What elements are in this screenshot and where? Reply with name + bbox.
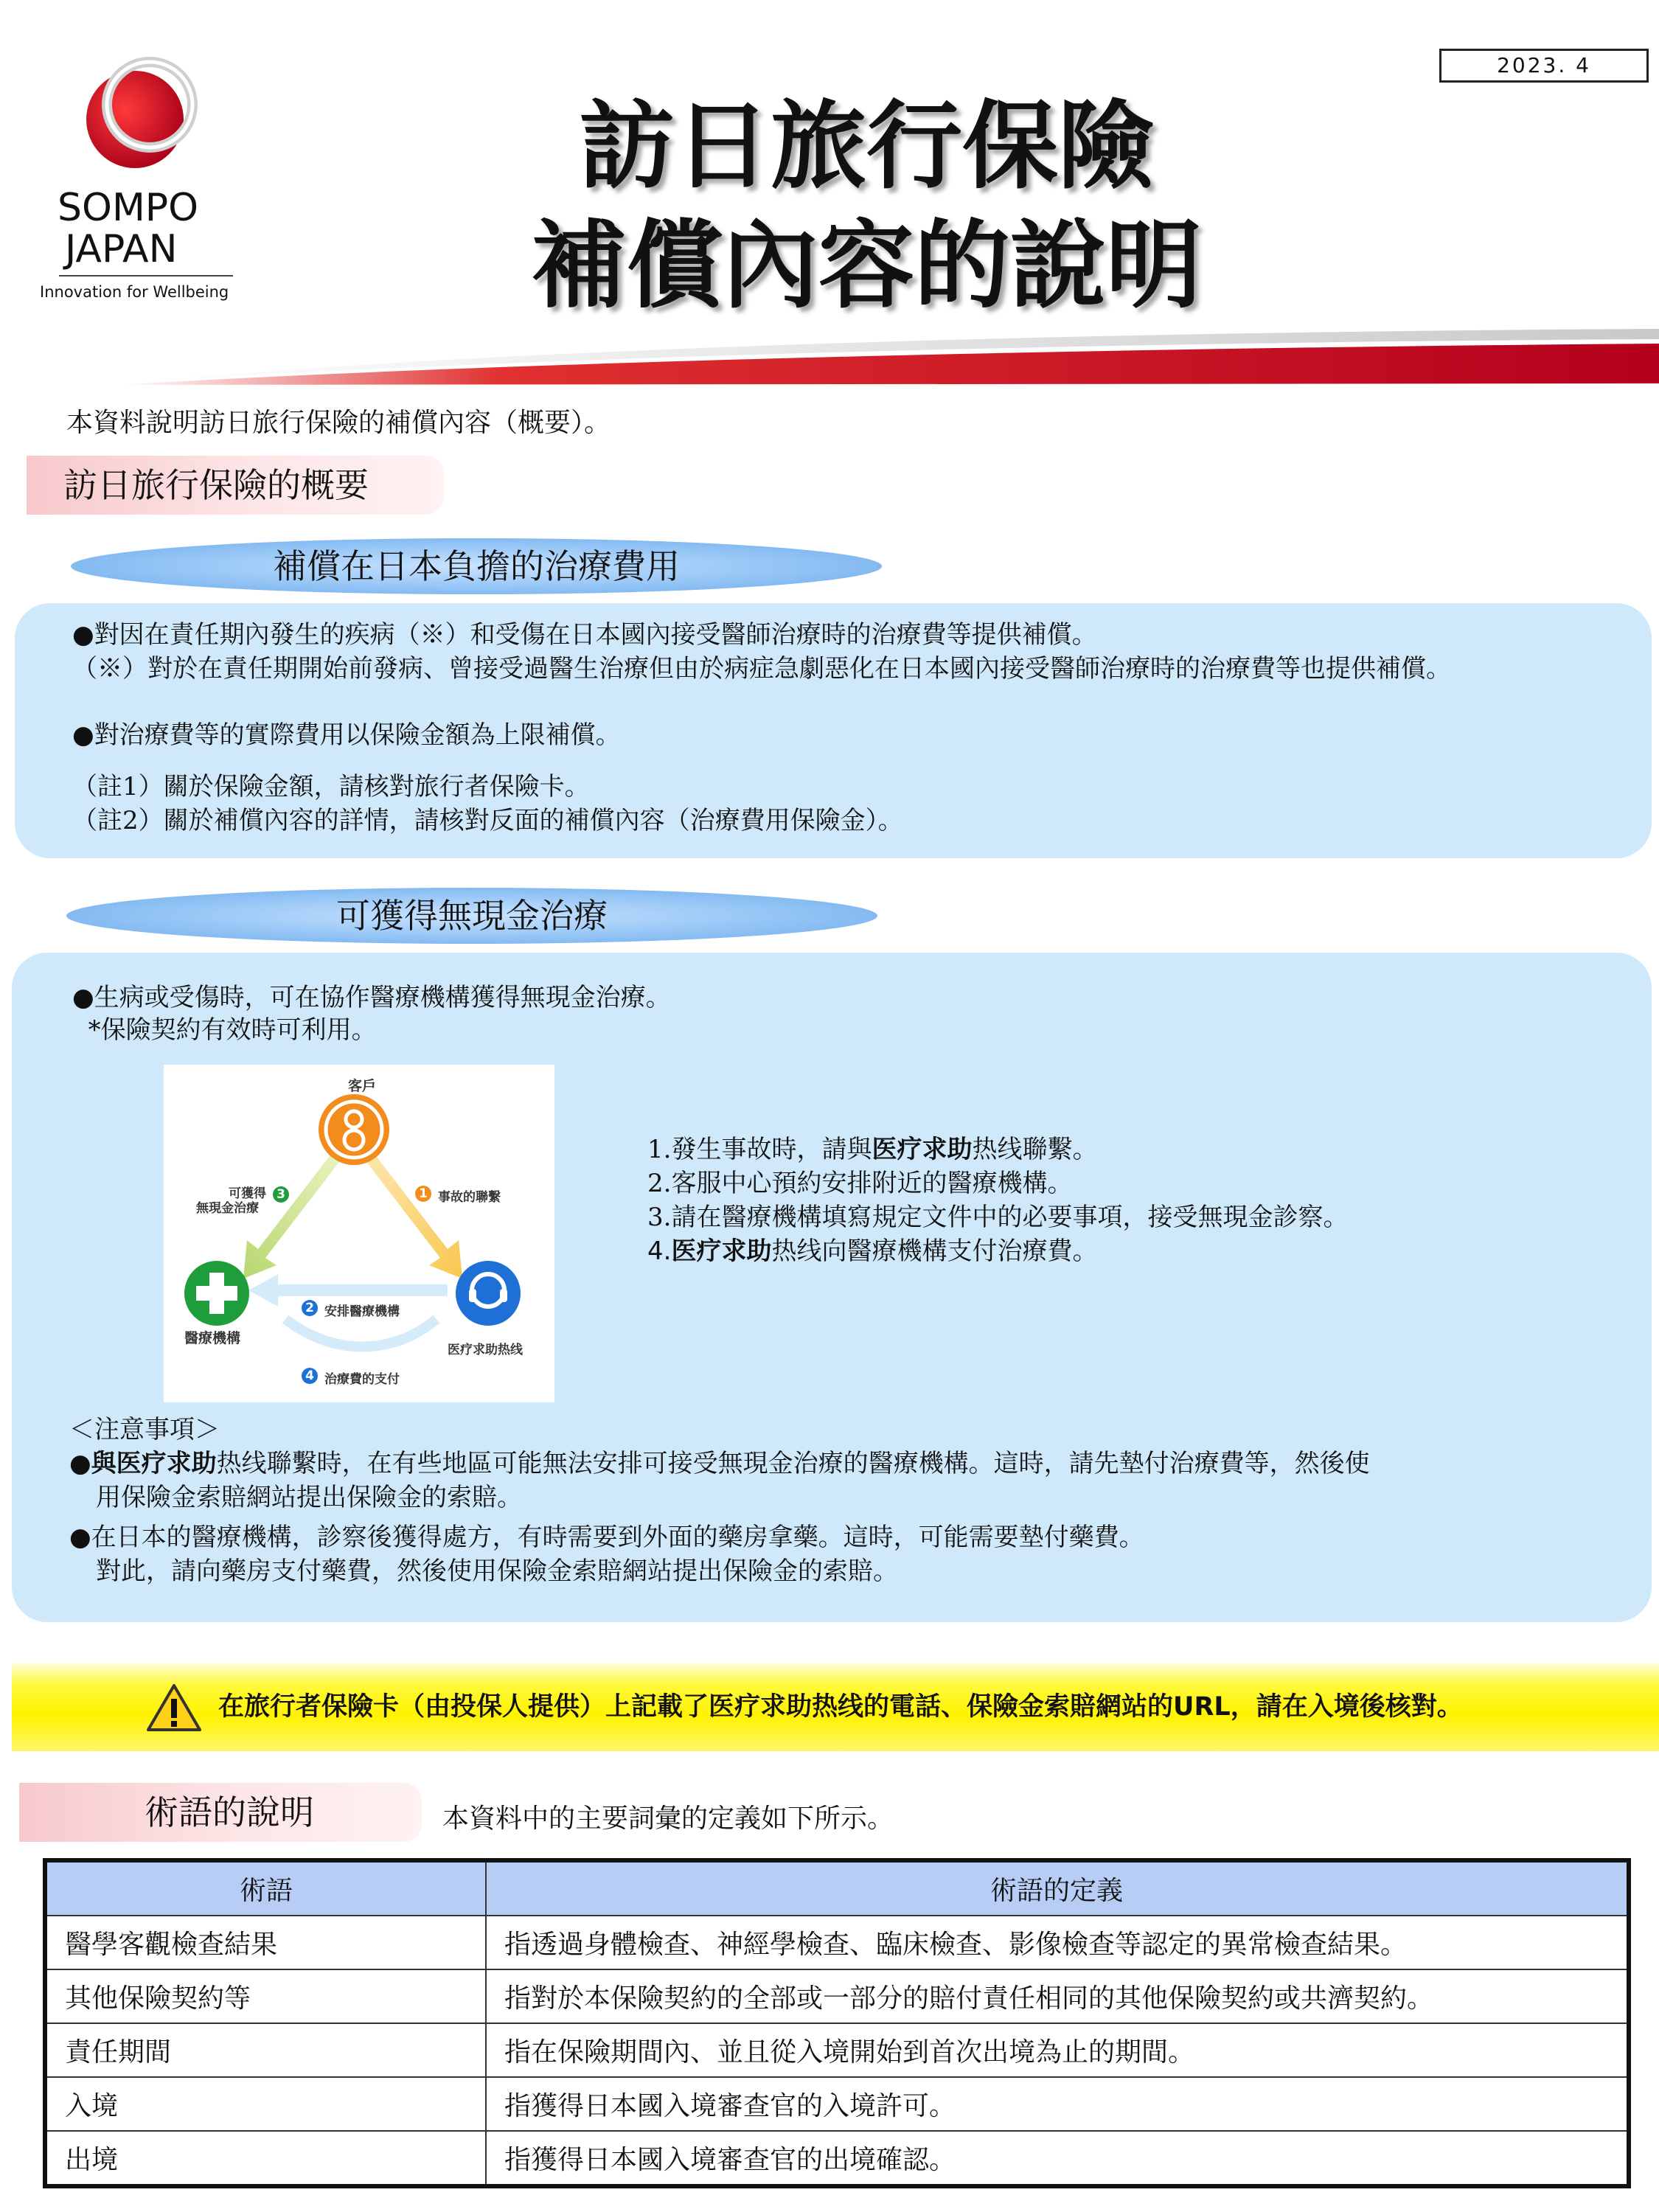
step-item-2: 2.客服中心預約安排附近的醫療機構。	[647, 1169, 1073, 1198]
date-label: 2023. 4	[1439, 49, 1649, 83]
table-row	[45, 2023, 1629, 2077]
table-row	[45, 1916, 1629, 1969]
term-cell: 出境	[45, 2131, 486, 2186]
notes-heading: ＜注意事項＞	[69, 1415, 220, 1444]
logo-emblem-icon	[77, 52, 203, 177]
diagram-step4-label: 治療費的支付	[324, 1372, 400, 1387]
section1-line3: ●對治療費等的實際費用以保險金額為上限補償。	[72, 720, 621, 750]
section1-note2: （註2）關於補償內容的詳情，請核對反面的補償內容（治療費用保險金）。	[72, 806, 903, 835]
intro-text: 本資料說明訪日旅行保險的補償內容（概要）。	[66, 408, 611, 438]
section2-line2: *保險契約有效時可利用。	[72, 1015, 377, 1045]
section1-title: 補償在日本負擔的治療費用	[71, 538, 882, 594]
header-swoosh	[0, 317, 1659, 391]
terms-table	[43, 1858, 1631, 2188]
diagram-step3-line1: 可獲得	[229, 1186, 266, 1201]
diagram-num1: 1	[419, 1186, 428, 1201]
note1-line1: ●與医疗求助热线聯繫時，在有些地區可能無法安排可接受無現金治療的醫療機構。這時，請先墊付治療費等，然後使	[69, 1449, 1370, 1478]
table-header-definition: 術語的定義	[486, 1860, 1629, 1916]
table-row	[45, 2131, 1629, 2186]
definition-cell: 指透過身體檢查、神經學檢查、臨床檢查、影像檢查等認定的異常檢查結果。	[486, 1916, 1629, 1969]
table-row	[45, 1969, 1629, 2023]
diagram-step3-line2: 無現金治療	[196, 1201, 259, 1216]
arrow-contact	[366, 1153, 462, 1279]
arrow-payment	[285, 1319, 437, 1347]
cashless-steps	[647, 1133, 1348, 1268]
note2-line2: 對此，請向藥房支付藥費，然後使用保險金索賠網站提出保險金的索賠。	[96, 1557, 898, 1586]
warning-text: 在旅行者保險卡（由投保人提供）上記載了医疗求助热线的電話、保險金索賠網站的URL，請在入境後核對。	[218, 1692, 1463, 1722]
diagram-hotline-label: 医疗求助热线	[448, 1343, 523, 1357]
term-cell: 醫學客觀檢查結果	[45, 1916, 486, 1969]
diagram-num4: 4	[305, 1368, 314, 1383]
note1-line2: 用保險金索賠網站提出保險金的索賠。	[96, 1483, 522, 1512]
arrow-cashless	[243, 1153, 339, 1279]
step-item-3: 3.請在醫療機構填寫規定文件中的必要事項，接受無現金診察。	[647, 1203, 1349, 1232]
page-title-line2: 補償內容的說明	[530, 209, 1202, 321]
warning-icon	[146, 1683, 202, 1733]
logo-line2: JAPAN	[65, 227, 178, 271]
diagram-hospital-label: 醫療機構	[184, 1330, 241, 1346]
table-header-row	[45, 1860, 1629, 1916]
diagram-num3: 3	[276, 1187, 285, 1202]
term-cell: 入境	[45, 2077, 486, 2131]
terms-heading: 術語的說明	[19, 1783, 422, 1842]
section1-note1: （註1）關於保險金額，請核對旅行者保險卡。	[72, 772, 590, 801]
table-header-term: 術語	[45, 1860, 486, 1916]
step-item-4: 4.医疗求助热线向醫療機構支付治療費。	[647, 1237, 1098, 1266]
section2-line1: ●生病或受傷時，可在協作醫療機構獲得無現金治療。	[72, 983, 671, 1012]
definition-cell: 指在保險期間內、並且從入境開始到首次出境為止的期間。	[486, 2023, 1629, 2077]
terms-subtitle: 本資料中的主要詞彙的定義如下所示。	[442, 1804, 894, 1834]
table-row	[45, 2077, 1629, 2131]
section2-title: 可獲得無現金治療	[66, 888, 877, 944]
page-title-line1: 訪日旅行保險	[578, 90, 1154, 202]
cashless-flow-diagram	[164, 1065, 554, 1402]
definition-cell: 指獲得日本國入境審查官的出境確認。	[486, 2131, 1629, 2186]
sompo-logo	[37, 52, 243, 310]
section1-line1: ●對因在責任期內發生的疾病（※）和受傷在日本國內接受醫師治療時的治療費等提供補償。	[72, 620, 1097, 650]
definition-cell: 指獲得日本國入境審查官的入境許可。	[486, 2077, 1629, 2131]
diagram-step1-label: 事故的聯繫	[438, 1190, 501, 1205]
section1-line2: （※）對於在責任期開始前發病、曾接受過醫生治療但由於病症急劇惡化在日本國內接受醫師治療時的治療費等也提供補償。	[72, 654, 1451, 684]
overview-heading: 訪日旅行保險的概要	[27, 456, 444, 515]
definition-cell: 指對於本保險契約的全部或一部分的賠付責任相同的其他保險契約或共濟契約。	[486, 1969, 1629, 2023]
logo-line1: SOMPO	[58, 186, 199, 230]
diagram-step2-label: 安排醫療機構	[324, 1304, 400, 1319]
diagram-customer-label: 客戶	[348, 1078, 377, 1094]
note2-line1: ●在日本的醫療機構，診察後獲得處方，有時需要到外面的藥房拿藥。這時，可能需要墊付藥費。	[69, 1523, 1144, 1552]
diagram-num2: 2	[305, 1301, 314, 1315]
step-item-1: 1.發生事故時，請與医疗求助热线聯繫。	[647, 1135, 1098, 1164]
logo-tagline: Innovation for Wellbeing	[40, 283, 229, 301]
term-cell: 其他保險契約等	[45, 1969, 486, 2023]
term-cell: 責任期間	[45, 2023, 486, 2077]
